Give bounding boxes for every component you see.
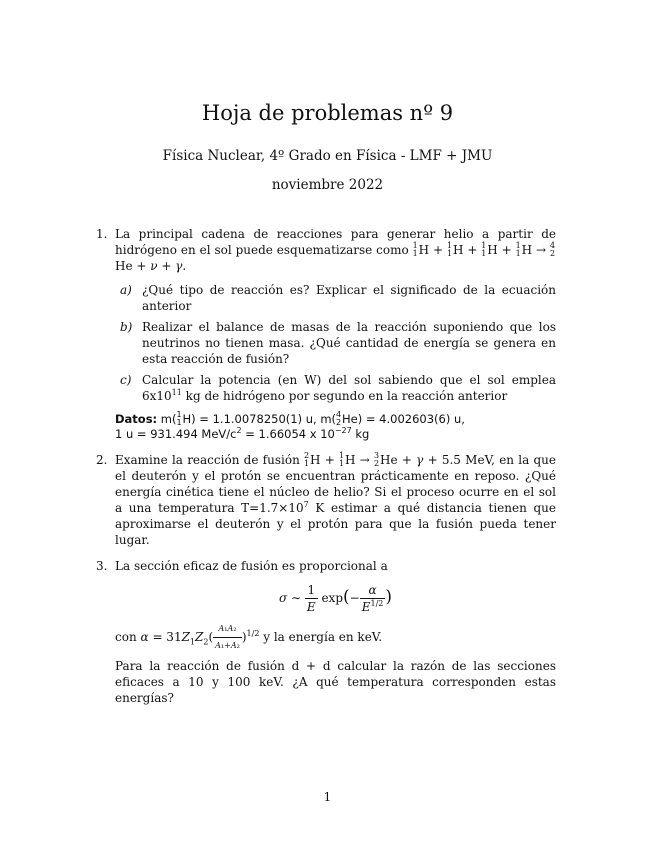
subitem-a: a) ¿Qué tipo de reacción es? Explicar el significado de la ecuación anterior [120,283,556,313]
problem-3-final: Para la reacción de fusión d + d calcular la razón de las secciones eficaces a 10 y 100 keV. ¿A qué temperatura corresponden estas energías? [115,659,556,705]
problem-1-intro: La principal cadena de reacciones para generar helio a partir de hidrógeno en el sol puede esquematizarse como [115,227,556,257]
subitem-b: b) Realizar el balance de masas de la reacción suponiendo que los neutrinos no tienen masa. ¿Qué cantidad de energía se genera en esta reacción de fusión? [120,320,556,366]
page-title: Hoja de problemas nº 9 [201,101,454,125]
problem-number: 2. [96,453,108,467]
reaction-equation-2: 2 1 H + 1 1 H → 3 2 He + γ + 5.5 MeV [304,451,492,468]
problem-number: 3. [96,559,108,573]
datos-label: Datos: [115,412,158,426]
subitem-c: c) Calcular la potencia (en W) del sol sabiendo que el sol emplea $6x10^{11}$ kg de hidrógeno por segundo en la reacción anterior [120,373,556,403]
problem-2: 2. Examine la reacción de fusión 2 1 H + 1 1 H → 3 2 He + γ + 5.5 MeV, en la que el deuterón y el protón se encuentran prácticamente en reposo. ¿Qué energía cinética tiene el núcleo de helio? Si el proceso ocurre en el sol a una temperatura $T=1.7\times 10^7$ K estimar a qué distancia tienen que aproximarse el deuterón y el protón para que la fusión pueda tener lugar. [96,451,557,547]
problem-1 [96,226,556,442]
cross-section-formula: σ ∼ $\frac{1}{E}$ exp(− $\frac{\alpha}{E^{1/2}}$ ) [278,583,392,614]
problem-list [96,226,556,716]
reaction-equation-1: 1 1 H + 1 1 H + 1 1 H + 1 1 H → 4 2 He + ν + γ. [115,241,556,273]
subitem-list [115,282,556,404]
problem-3: 3. La sección eficaz de fusión es proporcional a σ ∼ $\frac{1}{E}$ exp(− $\frac{\alpha}{E^{1/2}}$ ) con $\alpha = 31Z_1Z_2$( $\frac{\text{A₁A₂}}{\text{A₁+A₂}}$ )$^{1/2}$ y la energía en keV. Para la reacción de fusión d + d calcular la razón de las secciones eficaces a 10 y 100 keV. ¿A qué temperatura corresponden estas energías? [96,559,556,705]
course-subtitle: Física Nuclear, 4º Grado en Física - LMF + JMU [162,148,493,164]
datos-block: Datos: m( 1 1 H) = 1.1.0078250(1) u, m( 4 2 He) = 4.002603(6) u, 1 u = 931.494 MeV/$c^2 = 1.66054$ x $10^{-27}$ kg [115,410,465,441]
alpha-definition: con $\alpha = 31Z_1Z_2$( $\frac{\text{A₁A₂}}{\text{A₁+A₂}}$ )$^{1/2}$ y la energía en keV. [115,621,556,654]
problem-number: 1. [96,227,108,241]
date: noviembre 2022 [271,177,384,193]
page-number: 1 [323,790,332,804]
